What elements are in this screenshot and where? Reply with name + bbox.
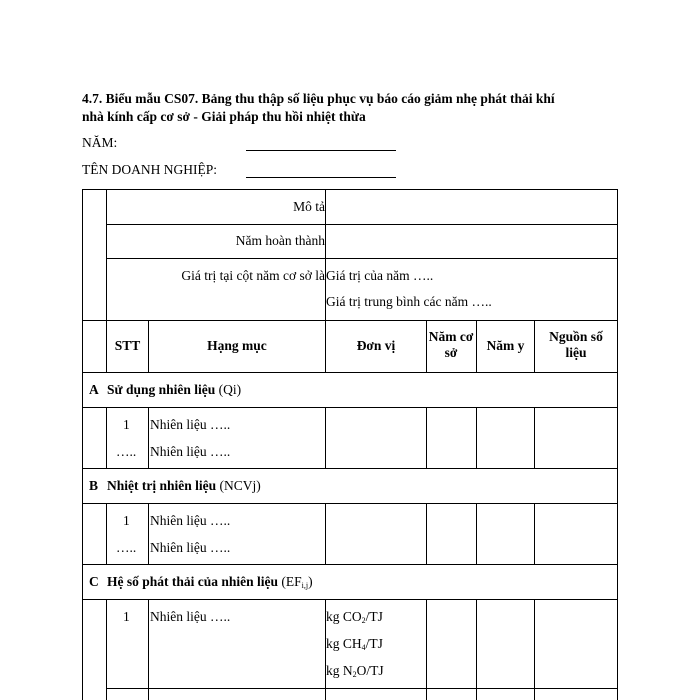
col-line <box>534 320 535 372</box>
row-number: ….. <box>116 444 137 459</box>
row-item: Nhiên liệu ….. <box>150 609 231 624</box>
section-a-title <box>107 382 241 398</box>
year-label: NĂM: <box>82 135 118 150</box>
unit-co2-pre: kg CO <box>326 609 362 624</box>
unit-n2o <box>326 663 384 683</box>
unit-co2 <box>326 609 383 629</box>
section-b-title <box>107 478 261 494</box>
section-c-title <box>107 574 313 594</box>
section-c-title-end: ) <box>308 574 313 589</box>
row-line <box>106 224 618 225</box>
row-item: Nhiên liệu ….. <box>150 540 231 555</box>
row-number: 1 <box>123 609 130 624</box>
gia-tri-label: Giá trị tại cột năm cơ sở là <box>181 268 325 283</box>
row-item: Nhiên liệu ….. <box>150 417 231 432</box>
table-border-left <box>82 189 83 700</box>
form-title <box>82 90 622 126</box>
col-line <box>534 407 535 468</box>
col-line <box>148 407 149 468</box>
row-item: Nhiên liệu ….. <box>150 513 231 528</box>
col-line <box>476 503 477 564</box>
header-stt: STT <box>114 338 141 353</box>
header-nam-co-so: Năm cơ sở <box>428 329 474 360</box>
header-nam-y: Năm y <box>486 338 525 353</box>
col-line <box>534 503 535 564</box>
row-line <box>106 258 618 259</box>
row-number: 1 <box>123 417 130 432</box>
header-hang-muc: Hạng mục <box>207 338 267 353</box>
row-line <box>82 407 618 408</box>
form-title-line2: nhà kính cấp cơ sở - Giải pháp thu hồi nhiệt thừa <box>82 109 366 124</box>
section-b-title-rest: (NCVj) <box>216 478 261 493</box>
col-line <box>534 599 535 700</box>
col-line <box>476 407 477 468</box>
col-line <box>426 503 427 564</box>
form-title-line1: 4.7. Biểu mẫu CS07. Bảng thu thập số liệu phục vụ báo cáo giảm nhẹ phát thải khí <box>82 91 555 106</box>
gia-tri-option-1: Giá trị của năm ….. <box>326 268 434 283</box>
company-field-line[interactable] <box>246 177 396 178</box>
row-line <box>82 599 618 600</box>
col-line <box>325 503 326 564</box>
unit-ch4-pre: kg CH <box>326 636 362 651</box>
row-line <box>82 564 618 565</box>
unit-n2o-post: O/TJ <box>356 663 384 678</box>
section-b-title-bold: Nhiệt trị nhiên liệu <box>107 478 217 493</box>
row-line <box>106 688 618 689</box>
row-line <box>82 320 618 321</box>
header-don-vi: Đơn vị <box>356 338 396 353</box>
section-a-title-rest: (Qi) <box>215 382 242 397</box>
unit-co2-sub: 2 <box>361 616 366 625</box>
unit-ch4-sub: 4 <box>361 643 366 652</box>
col-line <box>106 503 107 564</box>
unit-co2-post: /TJ <box>365 609 383 624</box>
unit-n2o-pre: kg N <box>326 663 353 678</box>
col-line <box>106 599 107 700</box>
col-line <box>148 503 149 564</box>
col-line <box>106 407 107 468</box>
table-border-right <box>617 189 618 700</box>
section-a-code: A <box>89 382 99 397</box>
row-line <box>82 468 618 469</box>
table-border-top <box>82 189 618 190</box>
section-c-title-bold: Hệ số phát thải của nhiên liệu <box>107 574 279 589</box>
gia-tri-option-2: Giá trị trung bình các năm ….. <box>326 294 492 309</box>
row-number: 1 <box>123 513 130 528</box>
row-line <box>82 372 618 373</box>
unit-ch4-post: /TJ <box>365 636 383 651</box>
col-line <box>325 407 326 468</box>
unit-ch4 <box>326 636 383 656</box>
section-c-code: C <box>89 574 99 589</box>
company-label: TÊN DOANH NGHIỆP: <box>82 162 217 177</box>
section-c-title-rest: (EF <box>278 574 302 589</box>
unit-n2o-sub: 2 <box>352 670 357 679</box>
col-line <box>476 599 477 700</box>
year-field-line[interactable] <box>246 150 396 151</box>
col-line <box>426 407 427 468</box>
section-b-code: B <box>89 478 99 493</box>
header-nguon-so-lieu: Nguồn số liệu <box>549 329 603 360</box>
section-c-title-sub: i,j <box>301 581 309 590</box>
section-a-title-bold: Sử dụng nhiên liệu <box>107 382 216 397</box>
row-number: ….. <box>116 540 137 555</box>
col-line <box>426 599 427 700</box>
nam-hoan-thanh-label: Năm hoàn thành <box>235 233 325 248</box>
col-line <box>148 599 149 700</box>
row-item: Nhiên liệu ….. <box>150 444 231 459</box>
row-line <box>82 503 618 504</box>
mo-ta-label: Mô tả <box>293 199 325 214</box>
